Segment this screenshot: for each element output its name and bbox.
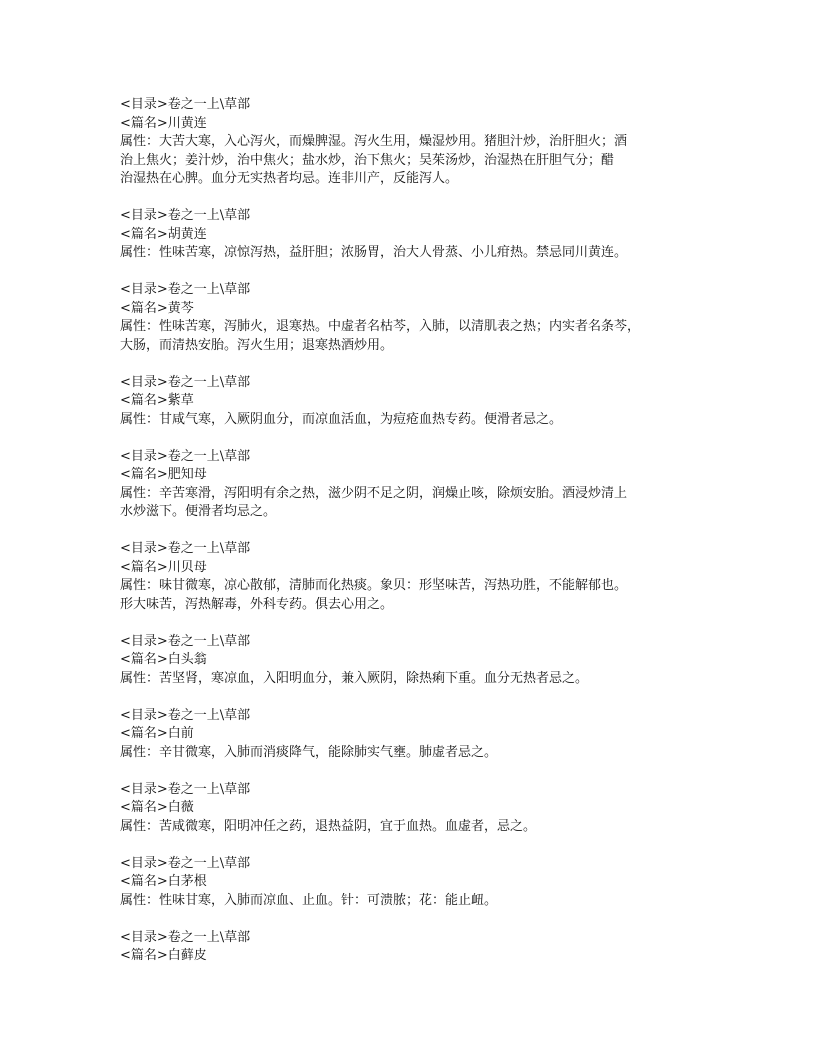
catalog-line: <目录>卷之一上\草部 — [120, 633, 251, 649]
herb-entry — [120, 929, 680, 966]
property-text-line: 属性：性味苦寒，泻肺火，退寒热。中虚者名枯芩，入肺，以清肌表之热；内实者名条芩， — [120, 319, 641, 334]
chapter-title-line: <篇名>白头翁 — [120, 652, 207, 667]
property-text-line: 属性：辛甘微寒，入肺而消痰降气，能除肺实气壅。肺虚者忌之。 — [120, 744, 498, 760]
chapter-title-line: <篇名>川贝母 — [120, 559, 207, 575]
herb-entry — [120, 207, 680, 263]
property-text-line: 治湿热在心脾。血分无实热者均忌。连非川产，反能泻人。 — [120, 171, 459, 186]
property-text-line: 治上焦火；姜汁炒，治中焦火；盐水炒，治下焦火；吴茱汤炒，治湿热在肝胆气分；醋 — [120, 152, 615, 168]
property-text-line: 属性：甘咸气寒，入厥阴血分，而凉血活血，为痘疮血热专药。便滑者忌之。 — [120, 411, 563, 427]
herb-entry — [120, 448, 680, 522]
property-text-line: 属性：辛苦寒滑，泻阳明有余之热，滋少阴不足之阴，润燥止咳，除烦安胎。酒浸炒清上 — [120, 485, 628, 501]
catalog-line: <目录>卷之一上\草部 — [120, 374, 251, 390]
catalog-line: <目录>卷之一上\草部 — [120, 929, 251, 945]
herb-entry — [120, 540, 680, 614]
property-text-line: 形大味苦，泻热解毒，外科专药。俱去心用之。 — [120, 596, 394, 612]
chapter-title-line: <篇名>白茅根 — [120, 874, 207, 889]
catalog-line: <目录>卷之一上\草部 — [120, 208, 251, 223]
catalog-line: <目录>卷之一上\草部 — [120, 855, 251, 871]
chapter-title-line: <篇名>肥知母 — [120, 467, 207, 482]
herb-entry — [120, 633, 680, 689]
property-text-line: 属性：性味甘寒，入肺而凉血、止血。针：可溃脓；花：能止衄。 — [120, 892, 498, 908]
herb-entry — [120, 781, 680, 837]
property-text-line: 属性：苦坚肾，寒凉血，入阳明血分，兼入厥阴，除热痢下重。血分无热者忌之。 — [120, 670, 589, 686]
catalog-line: <目录>卷之一上\草部 — [120, 282, 251, 297]
catalog-line: <目录>卷之一上\草部 — [120, 707, 251, 723]
property-text-line: 水炒滋下。便滑者均忌之。 — [120, 504, 277, 519]
catalog-line: <目录>卷之一上\草部 — [120, 541, 251, 556]
property-text-line: 属性：大苦大寒，入心泻火，而燥脾湿。泻火生用，燥湿炒用。猪胆汁炒，治肝胆火；酒 — [120, 134, 628, 149]
catalog-line: <目录>卷之一上\草部 — [120, 781, 251, 797]
chapter-title-line: <篇名>白薇 — [120, 800, 194, 815]
herb-entry — [120, 855, 680, 911]
property-text-line: 大肠，而清热安胎。泻火生用；退寒热酒炒用。 — [120, 337, 394, 353]
property-text-line: 属性：味甘微寒，凉心散郁，清肺而化热痰。象贝：形坚味苦，泻热功胜，不能解郁也。 — [120, 578, 628, 593]
chapter-title-line: <篇名>川黄连 — [120, 115, 207, 131]
chapter-title-line: <篇名>胡黄连 — [120, 226, 207, 242]
chapter-title-line: <篇名>白前 — [120, 726, 194, 741]
herb-entry — [120, 707, 680, 763]
chapter-title-line: <篇名>白藓皮 — [120, 948, 207, 963]
chapter-title-line: <篇名>紫草 — [120, 393, 194, 408]
catalog-line: <目录>卷之一上\草部 — [120, 97, 251, 112]
herb-entry — [120, 281, 680, 355]
herb-entry — [120, 96, 680, 189]
property-text-line: 属性：性味苦寒，凉惊泻热，益肝胆；浓肠胃，治大人骨蒸、小儿疳热。禁忌同川黄连。 — [120, 245, 628, 260]
herb-entry — [120, 374, 680, 430]
chapter-title-line: <篇名>黄芩 — [120, 300, 194, 316]
property-text-line: 属性：苦咸微寒，阳明冲任之药，退热益阴，宜于血热。血虚者，忌之。 — [120, 818, 537, 834]
document-page — [120, 96, 680, 984]
catalog-line: <目录>卷之一上\草部 — [120, 448, 251, 464]
